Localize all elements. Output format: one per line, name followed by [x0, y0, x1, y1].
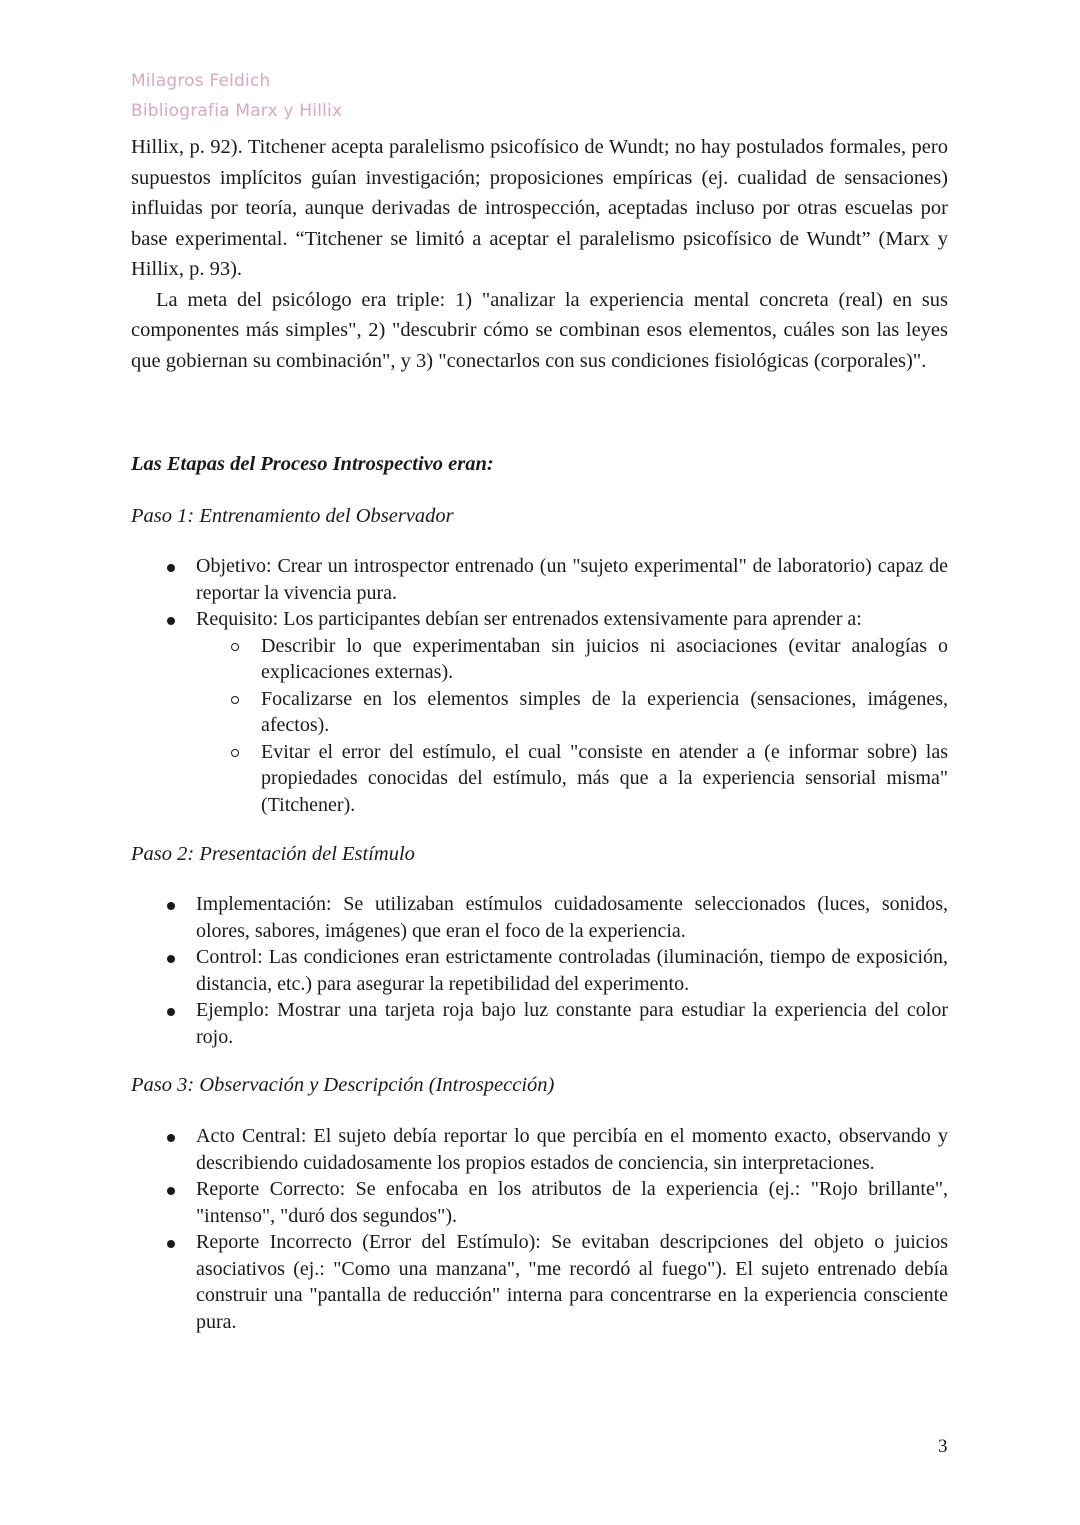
section-title: Las Etapas del Proceso Introspectivo eran: [131, 453, 494, 475]
list-item-text: Focalizarse en los elementos simples de la experiencia (sensaciones, imágenes, afectos). [261, 687, 948, 736]
bullet-icon [167, 564, 175, 572]
list-item-text: Implementación: Se utilizaban estímulos cuidadosamente seleccionados (luces, sonidos, olores, sabores, imágenes) que eran el foco de la experiencia. [196, 893, 948, 942]
list-item [131, 1176, 948, 1229]
list-item [131, 1123, 948, 1176]
list-item-text: Requisito: Los participantes debían ser entrenados extensivamente para aprender a: [196, 608, 862, 630]
bullet-icon [167, 1008, 175, 1016]
step-1-list [131, 553, 948, 818]
list-item [131, 606, 948, 633]
hollow-bullet-icon [231, 643, 239, 651]
bullet-icon [167, 1240, 175, 1248]
sub-list-item [131, 686, 948, 739]
list-item-text: Reporte Correcto: Se enfocaba en los atributos de la experiencia (ej.: "Rojo brillante", "intenso", "duró dos segundos"). [196, 1178, 948, 1227]
list-item [131, 1229, 948, 1335]
step-3-list [131, 1123, 948, 1335]
page-header [131, 66, 342, 126]
list-item-text: Ejemplo: Mostrar una tarjeta roja bajo luz constante para estudiar la experiencia del color rojo. [196, 999, 948, 1048]
list-item-text: Acto Central: El sujeto debía reportar lo que percibía en el momento exacto, observando y describiendo cuidadosamente los propios estados de conciencia, sin interpretaciones. [196, 1125, 948, 1174]
page-number: 3 [938, 1436, 948, 1457]
list-item [131, 997, 948, 1050]
list-item-text: Reporte Incorrecto (Error del Estímulo): Se evitaban descripciones del objeto o juicios asociativos (ej.: "Como una manzana", "me recordó al fuego"). El sujeto entrenado debía construir una "pantalla de reducción" interna para concentrarse en la experiencia consciente pura. [196, 1231, 948, 1333]
bullet-icon [167, 617, 175, 625]
list-item-text: Control: Las condiciones eran estrictamente controladas (iluminación, tiempo de exposición, distancia, etc.) para asegurar la repetibilidad del experimento. [196, 946, 948, 995]
hollow-bullet-icon [231, 696, 239, 704]
paragraph-goal: La meta del psicólogo era triple: 1) "analizar la experiencia mental concreta (real) en sus componentes más simples", 2) "descubrir cómo se combinan esos elementos, cuáles son las leyes que gobiernan su combinación", y 3) "conectarlos con sus condiciones fisiológicas (corporales)". [131, 288, 948, 372]
sub-list-item [131, 739, 948, 819]
document-body [131, 132, 948, 1333]
bullet-icon [167, 955, 175, 963]
list-item [131, 944, 948, 997]
bullet-icon [167, 1134, 175, 1142]
list-item [131, 891, 948, 944]
step-2-list [131, 891, 948, 1050]
bullet-icon [167, 1187, 175, 1195]
list-item-text: Describir lo que experimentaban sin juicios ni asociaciones (evitar analogías o explicaciones externas). [261, 634, 948, 683]
list-item-text: Evitar el error del estímulo, el cual "consiste en atender a (e informar sobre) las propiedades conocidas del estímulo, más que a la experiencia sensorial misma" (Titchener). [261, 740, 948, 816]
header-author: Milagros Feldich [131, 71, 271, 91]
hollow-bullet-icon [231, 749, 239, 757]
step-3-title: Paso 3: Observación y Descripción (Introspección) [131, 1074, 555, 1096]
bullet-icon [167, 902, 175, 910]
list-item-text: Objetivo: Crear un introspector entrenado (un "sujeto experimental" de laboratorio) capaz de reportar la vivencia pura. [196, 555, 948, 604]
step-1-title: Paso 1: Entrenamiento del Observador [131, 505, 454, 527]
sub-list-item [131, 633, 948, 686]
header-subtitle: Bibliografia Marx y Hillix [131, 101, 343, 121]
list-item [131, 553, 948, 606]
paragraph-continuation: Hillix, p. 92). Titchener acepta paralelismo psicofísico de Wundt; no hay postulados formales, pero supuestos implícitos guían investigación; proposiciones empíricas (ej. cualidad de sensaciones) influidas por teoría, aunque derivadas de introspección, aceptadas incluso por otras escuelas por base experimental. “Titchener se limitó a aceptar el paralelismo psicofísico de Wundt” (Marx y Hillix, p. 93). [131, 136, 948, 280]
step-2-title: Paso 2: Presentación del Estímulo [131, 843, 415, 865]
